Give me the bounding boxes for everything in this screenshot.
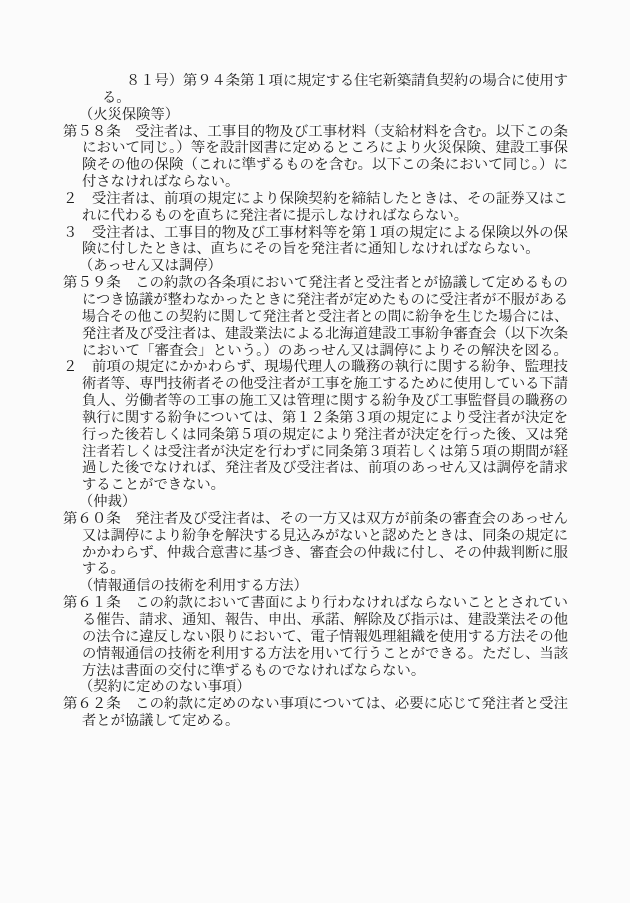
text-line: かかわらず、仲裁合意書に基づき、審査会の仲裁に付し、その仲裁判断に服 — [82, 544, 569, 561]
text-line: ２ 前項の規定にかかわらず、現場代理人の職務の執行に関する紛争、監理技 — [63, 359, 568, 376]
text-line: （あっせん又は調停） — [79, 258, 222, 275]
text-line: において「審査会」という。）のあっせん又は調停によりその解決を図る。 — [82, 342, 568, 359]
text-line: 場合その他この契約に関して発注者と受注者との間に紛争を生じた場合には、 — [82, 308, 568, 325]
text-line: 者とが協議して定める。 — [82, 713, 240, 730]
text-line: 第５９条 この約款の各条項において発注者と受注者とが協議して定めるもの — [63, 275, 568, 292]
text-line: 第６１条 この約款において書面により行わなければならないこととされてい — [63, 595, 568, 612]
text-line: ２ 受注者は、前項の規定により保険契約を締結したときは、その証券又はこ — [63, 190, 568, 207]
text-line: 第６２条 この約款に定めのない事項については、必要に応じて発注者と受注 — [63, 696, 569, 713]
text-line: る催告、請求、通知、報告、申出、承諾、解除及び指示は、建設業法その他 — [82, 612, 568, 628]
text-line: 術者等、専門技術者その他受注者が工事を施工するために使用している下請 — [82, 376, 568, 393]
text-line: 険に付したときは、直ちにその旨を発注者に通知しなければならない。 — [82, 241, 540, 258]
text-line: 第６０条 発注者及び受注者は、その一方又は双方が前条の審査会のあっせん — [63, 510, 569, 527]
text-line: 付さなければならない。 — [82, 174, 240, 191]
text-line: （火災保険等） — [79, 106, 180, 123]
text-line: 発注者及び受注者は、建設業法による北海道建設工事紛争審査会（以下次条 — [82, 325, 568, 342]
text-line: （情報通信の技術を利用する方法） — [79, 578, 308, 595]
text-line: れに代わるものを直ちに発注者に提示しなければならない。 — [82, 207, 469, 224]
text-line: の情報通信の技術を利用する方法を用いて行うことができる。ただし、当該 — [82, 645, 568, 662]
document-body — [63, 73, 568, 730]
text-line: 険その他の保険（これに準ずるものを含む。以下この条において同じ。）に — [82, 157, 568, 174]
text-line: （契約に定めのない事項） — [79, 679, 251, 696]
text-line: ３ 受注者は、工事目的物及び工事材料等を第１項の規定による保険以外の保 — [63, 224, 568, 241]
text-line: 方法は書面の交付に準ずるものでなければならない。 — [82, 662, 426, 679]
text-line: の法令に違反しない限りにおいて、電子情報処理組織を使用する方法その他 — [82, 628, 569, 645]
text-line: 行った後若しくは同条第５項の規定により発注者が決定を行った後、又は発 — [82, 426, 568, 443]
text-line: 執行に関する紛争については、第１２条第３項の規定により受注者が決定を — [82, 409, 569, 426]
text-line: 第５８条 受注者は、工事目的物及び工事材料（支給材料を含む。以下この条 — [63, 123, 568, 140]
text-line: （仲裁） — [79, 494, 137, 511]
text-line: 負人、労働者等の工事の施工又は管理に関する紛争及び工事監督員の職務の — [82, 393, 568, 410]
text-line: することができない。 — [82, 477, 225, 494]
text-line: 注者若しくは受注者が決定を行わずに同条第３項若しくは第５項の期間が経 — [82, 443, 568, 460]
text-line: において同じ。）等を設計図書に定めるところにより火災保険、建設工事保 — [82, 140, 568, 157]
text-line: る。 — [102, 89, 131, 106]
text-line: する。 — [82, 561, 125, 578]
text-line: 過した後でなければ、発注者及び受注者は、前項のあっせん又は調停を請求 — [82, 460, 569, 477]
text-line: 又は調停により紛争を解決する見込みがないと認めたときは、同条の規定に — [82, 527, 568, 544]
text-line: ８１号）第９４条第１項に規定する住宅新築請負契約の場合に使用す — [126, 73, 569, 89]
text-line: につき協議が整わなかったときに発注者が定めたものに受注者が不服がある — [82, 291, 569, 308]
